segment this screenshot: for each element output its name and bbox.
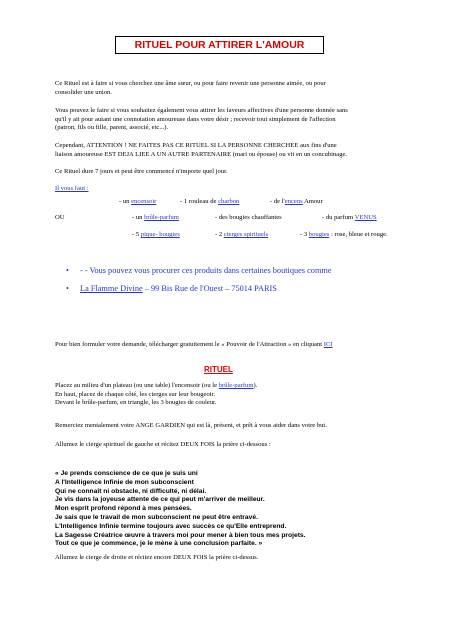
- text-line: [55, 341, 400, 350]
- bullet-dot: •: [66, 284, 69, 293]
- item-encensoir: [119, 198, 156, 206]
- intro-paragraph: [55, 80, 400, 97]
- thanks-paragraph: [55, 422, 400, 431]
- prayer-line: Mon esprit profond répond à mes pensées.: [55, 505, 192, 513]
- or-label: OU: [55, 214, 65, 221]
- text-line: qu'il y ait pour autant une connotation amoureuse dans votre désir ; recevoir tout simplement de l'affection: [55, 115, 336, 123]
- text-line: liaison amoureuse EST DEJA LIEE A UN AUTRE PARTENAIRE (mari ou épouse) ou vit en un concubinage.: [55, 150, 348, 158]
- download-link[interactable]: ICI: [323, 341, 333, 348]
- item-suffix: Amour: [302, 198, 323, 205]
- bullet-text: - - Vous pouvez vous procurer ces produits dans certaines boutiques comme: [80, 266, 332, 275]
- item-pique-bougies: [132, 231, 180, 239]
- pique-bougies-link[interactable]: pique- bougies: [140, 231, 180, 238]
- prayer-line: L'Intelligence Infinie termine toujours avec succès ce qu'Elle entreprend.: [55, 522, 287, 530]
- brule-parfum-link[interactable]: brûle-parfum: [144, 214, 179, 221]
- download-text: Pour bien formuler votre demande, télécharger gratuitement le « Pouvoir de l'Attraction » en cliquant: [55, 341, 324, 348]
- text-line: Vous pouvez le faire si vous souhaitez également vous attirer les faveurs affectives d'une personne donnée sans: [55, 107, 348, 114]
- item-encens: [270, 198, 323, 206]
- item-cierges: [215, 231, 268, 239]
- step-text: ).: [253, 382, 258, 389]
- item-prefix: - 2: [215, 231, 224, 238]
- text-line: Allumez le cierge de droite et récitez encore DEUX FOIS la prière ci-dessus.: [55, 554, 259, 561]
- item-prefix: - 5: [132, 231, 141, 238]
- venus-link[interactable]: VENUS: [354, 214, 377, 221]
- text-line: En haut, placez de chaque côté, les cierges sur leur bougeoir.: [55, 390, 216, 398]
- brule-parfum-link-2[interactable]: brûle-parfum: [218, 382, 254, 389]
- item-bougies-chauffantes: - des bougies chauffantes: [215, 214, 282, 221]
- duration-paragraph: [55, 168, 400, 177]
- prayer-line: A l'Intelligence Infinie de mon subconscient: [55, 478, 194, 486]
- download-paragraph: [55, 341, 400, 350]
- text-line: (patron, fils ou fille, parent, associé, etc...).: [55, 124, 169, 132]
- bougies-link[interactable]: bougies: [308, 231, 330, 238]
- shop-link[interactable]: La Flamme Divine: [80, 284, 143, 293]
- item-prefix: - 3: [300, 231, 309, 238]
- prayer-line: Qui ne connaît ni obstacle, ni difficulté, ni délai.: [55, 487, 207, 495]
- rituel-heading: RITUEL: [204, 365, 233, 374]
- text-line: Devant le brûle-parfum, en triangle, les 3 bougies de couleur.: [55, 399, 217, 407]
- item-prefix: - 1 rouleau de: [180, 198, 219, 205]
- prayer-line: Je vis dans la joyeuse attente de ce qui peut m'arriver de meilleur.: [55, 496, 265, 504]
- encensoir-link[interactable]: encensoir: [131, 198, 157, 205]
- item-charbon: [180, 198, 239, 206]
- item-parfum-venus: [322, 214, 377, 222]
- page-title: RITUEL POUR ATTIRER L'AMOUR: [115, 36, 324, 54]
- text-line: Cependant, ATTENTION ! NE FAITES PAS CE RITUEL SI LA PERSONNE CHERCHEE aux fins d'une: [55, 142, 337, 149]
- ritual-steps: [55, 382, 400, 408]
- step-text: Placez au milieu d'un plateau (ou une table) l'encensoir (ou le: [55, 382, 219, 389]
- text-line: Ce Rituel est à faire si vous cherchez une âme sœur, ou pour faire revenir une personne aimée, ou pour: [55, 80, 326, 87]
- item-prefix: - un: [119, 198, 132, 205]
- text-line: [55, 382, 400, 391]
- text-line: Remerciez mentalement votre ANGE GARDIEN qui est là, présent, et prêt à vous aider dans votre but.: [55, 422, 327, 429]
- warning-paragraph: [55, 142, 400, 159]
- item-bougies: [300, 231, 388, 239]
- prayer-line: Je sais que le travail de mon subconscient ne peut être entravé.: [55, 513, 258, 521]
- prayer-line: La Sagesse Créatrice œuvre à travers moi pour mener à bien tous mes projets.: [55, 531, 306, 539]
- item-suffix: : rose, bleue et rouge.: [329, 231, 388, 238]
- encens-link[interactable]: encens: [284, 198, 303, 205]
- item-prefix: - du parfum: [322, 214, 355, 221]
- prayer-line: « Je prends conscience de ce que je suis uni: [55, 470, 198, 477]
- item-prefix: - de l': [270, 198, 285, 205]
- bullet-dot: •: [66, 266, 69, 275]
- text-line: consolider une union.: [55, 88, 112, 96]
- charbon-link[interactable]: charbon: [218, 198, 240, 205]
- needs-label-text[interactable]: Il vous faut :: [55, 185, 89, 192]
- light-right-paragraph: [55, 554, 400, 563]
- item-prefix: - un: [132, 214, 145, 221]
- item-brule-parfum: [132, 214, 179, 222]
- text-line: Ce Rituel dure 7 jours et peut être commencé n'importe quel jour.: [55, 168, 228, 175]
- prayer-text: [55, 470, 400, 549]
- shop-address: – 99 Bis Rue de l'Ouest – 75014 PARIS: [142, 284, 277, 293]
- needs-label: [55, 185, 400, 194]
- prayer-line: Tout ce que je commence, je le mène à une conclusion parfaite. »: [55, 540, 263, 548]
- cierges-link[interactable]: cierges spirituels: [223, 231, 269, 238]
- affection-paragraph: [55, 107, 400, 133]
- bullet-text: [80, 284, 277, 294]
- text-line: Allumez le cierge spirituel de gauche et récitez DEUX FOIS la prière ci-dessous :: [55, 441, 271, 448]
- light-left-paragraph: [55, 441, 400, 450]
